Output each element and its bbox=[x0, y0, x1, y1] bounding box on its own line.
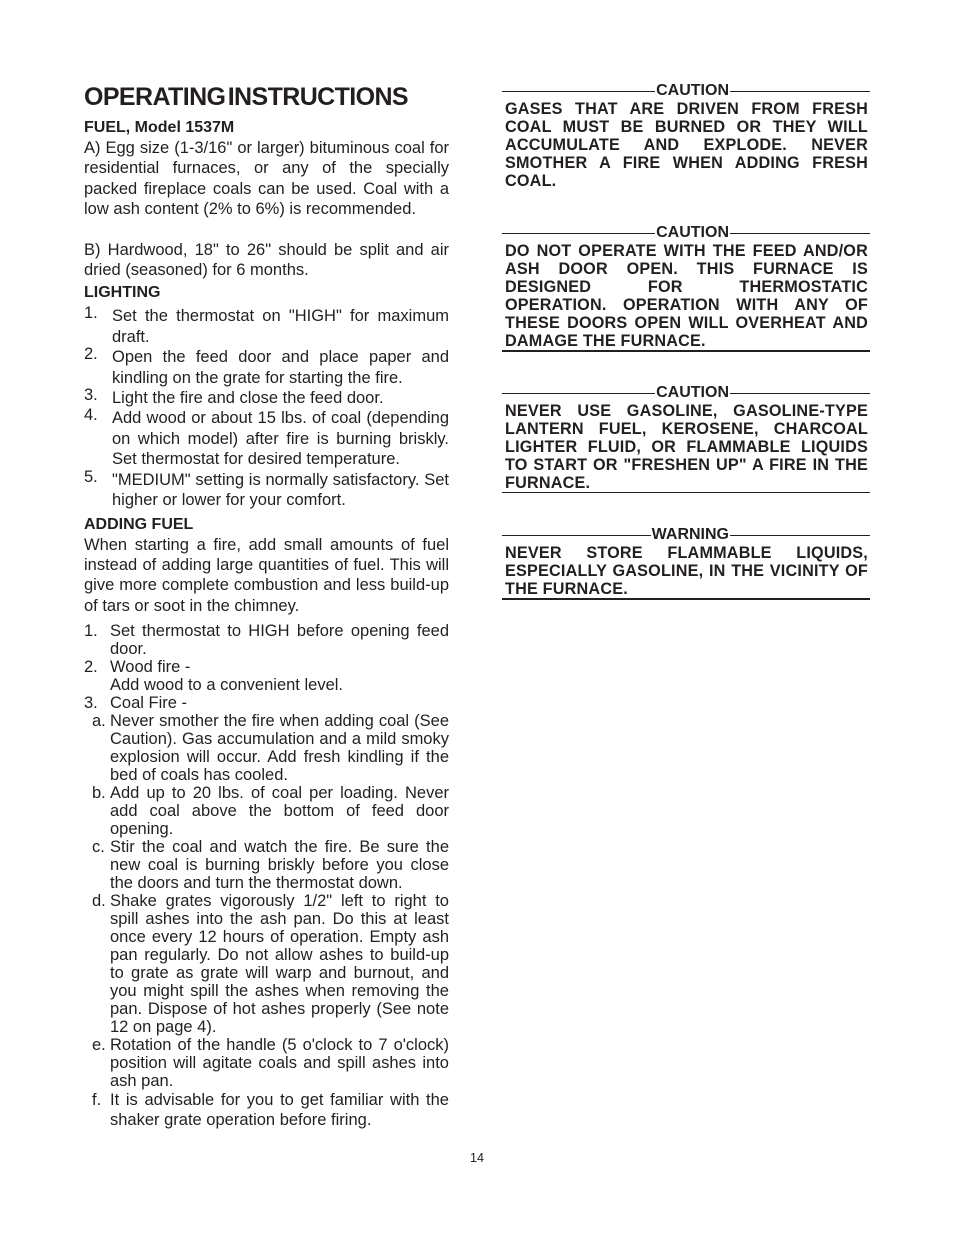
list-item bbox=[84, 467, 449, 511]
item-letter: c. bbox=[92, 838, 105, 857]
item-text: "MEDIUM" setting is normally satisfactory. Set higher or lower for your comfort. bbox=[112, 470, 449, 510]
item-number: 5. bbox=[84, 467, 98, 486]
fuel-heading: FUEL, Model 1537M bbox=[84, 119, 235, 136]
fuel-paragraph-a: A) Egg size (1-3/16" or larger) bituminous coal for residential furnaces, or any of the specially packed fireplace coals can be used. Coal with a low ash content (2% to 6%) is recommended. bbox=[84, 139, 449, 219]
list-item bbox=[84, 712, 449, 784]
item-number: 2. bbox=[84, 345, 98, 364]
item-text: It is advisable for you to get familiar with the shaker grate operation before firing. bbox=[110, 1091, 449, 1130]
left-column bbox=[84, 82, 449, 1130]
list-item bbox=[84, 408, 449, 469]
rule-line bbox=[502, 91, 655, 92]
rule-line bbox=[502, 233, 655, 234]
list-item bbox=[84, 1090, 449, 1130]
coal-fire-sublist bbox=[84, 712, 449, 1130]
caution-box-fresh-coal bbox=[502, 82, 870, 190]
item-letter: d. bbox=[92, 892, 106, 911]
page-title: OPERATING INSTRUCTIONS bbox=[84, 83, 409, 111]
item-text-continued: Add wood to a convenient level. bbox=[110, 676, 343, 695]
item-number: 1. bbox=[84, 622, 98, 641]
notice-text: DO NOT OPERATE WITH THE FEED AND/OR ASH DOOR OPEN. THIS FURNACE IS DESIGNED FOR THERMOSTATIC OPERATION. OPERATION WITH ANY OF THESE DOORS OPEN WILL OVERHEAT AND DAMAGE THE FURNACE. bbox=[505, 242, 868, 350]
item-letter: e. bbox=[92, 1036, 106, 1055]
rule-line bbox=[502, 492, 870, 493]
page-number: 14 bbox=[470, 1151, 484, 1165]
list-item bbox=[84, 388, 449, 408]
item-text: Never smother the fire when adding coal (See Caution). Gas accumulation and a mild smoky explosion will occur. Add fresh kindling if the bed of coals has cooled. bbox=[110, 712, 449, 785]
item-text: Open the feed door and place paper and kindling on the grate for starting the fire. bbox=[112, 348, 449, 387]
list-item bbox=[84, 694, 449, 712]
caution-box-flammables bbox=[502, 384, 870, 493]
item-text: Add wood or about 15 lbs. of coal (depending on which model) after fire is burning briskly. Set thermostat for desired temperature. bbox=[112, 409, 449, 469]
rule-line bbox=[730, 91, 870, 92]
item-number: 3. bbox=[84, 386, 98, 405]
adding-fuel-heading: ADDING FUEL bbox=[84, 515, 194, 533]
rule-line bbox=[730, 393, 870, 394]
caution-box-doors bbox=[502, 224, 870, 352]
right-column bbox=[502, 82, 870, 600]
notice-text: NEVER STORE FLAMMABLE LIQUIDS, ESPECIALLY GASOLINE, IN THE VICINITY OF THE FURNACE. bbox=[505, 544, 868, 598]
item-letter: f. bbox=[92, 1091, 102, 1110]
item-number: 3. bbox=[84, 694, 98, 713]
item-text: Shake grates vigorously 1/2" left to right to spill ashes into the ash pan. Do this at least once every 12 hours of operation. Empty ash pan regularly. Do not allow ashes to build-up to grate as grate will warp and burnout, and you might spill the ashes when removing the pan. Dispose of hot ashes properly (See note 12 on page 4). bbox=[110, 892, 449, 1037]
fuel-paragraph-b: B) Hardwood, 18" to 26" should be split and air dried (seasoned) for 6 months. bbox=[84, 240, 449, 280]
item-text: Wood fire - bbox=[110, 658, 191, 677]
list-item bbox=[84, 622, 449, 658]
item-number: 1. bbox=[84, 304, 98, 323]
list-item bbox=[84, 784, 449, 838]
item-text: Coal Fire - bbox=[110, 694, 188, 713]
rule-line bbox=[502, 598, 870, 600]
rule-line bbox=[502, 535, 651, 536]
list-item bbox=[84, 892, 449, 1036]
adding-fuel-intro: When starting a fire, add small amounts of fuel instead of adding large quantities of fuel. This will give more complete combustion and less build-up of tars or soot in the chimney. bbox=[84, 535, 449, 615]
item-text: Set thermostat to HIGH before opening feed door. bbox=[110, 622, 449, 659]
item-number: 4. bbox=[84, 406, 98, 425]
warning-box-storage bbox=[502, 526, 870, 600]
notice-text: NEVER USE GASOLINE, GASOLINE-TYPE LANTERN FUEL, KEROSENE, CHARCOAL LIGHTER FLUID, OR FLAMMABLE LIQUIDS TO START OR "FRESHEN UP" A FIRE IN THE FURNACE. bbox=[505, 402, 868, 492]
item-letter: a. bbox=[92, 712, 106, 731]
lighting-heading: LIGHTING bbox=[84, 284, 161, 302]
lighting-list bbox=[84, 306, 449, 510]
item-letter: b. bbox=[92, 784, 106, 803]
list-item bbox=[84, 658, 449, 694]
notice-text: GASES THAT ARE DRIVEN FROM FRESH COAL MUST BE BURNED OR THEY WILL ACCUMULATE AND EXPLODE. NEVER SMOTHER A FIRE WHEN ADDING FRESH COAL. bbox=[505, 100, 868, 190]
rule-line bbox=[730, 233, 870, 234]
item-number: 2. bbox=[84, 658, 98, 677]
item-text: Light the fire and close the feed door. bbox=[112, 389, 384, 408]
item-text: Add up to 20 lbs. of coal per loading. Never add coal above the bottom of feed door opening. bbox=[110, 784, 449, 839]
list-item bbox=[84, 1036, 449, 1090]
rule-line bbox=[502, 393, 655, 394]
notice-label: CAUTION bbox=[656, 224, 729, 241]
item-text: Rotation of the handle (5 o'clock to 7 o'clock) position will agitate coals and spill ashes into ash pan. bbox=[110, 1036, 449, 1091]
item-text: Set the thermostat on "HIGH" for maximum draft. bbox=[112, 307, 449, 346]
rule-line bbox=[730, 535, 870, 536]
rule-line bbox=[502, 350, 870, 352]
adding-fuel-list bbox=[84, 622, 449, 712]
notice-label: WARNING bbox=[651, 526, 729, 543]
item-text: Stir the coal and watch the fire. Be sure the new coal is burning briskly before you close the doors and turn the thermostat down. bbox=[110, 838, 449, 893]
list-item bbox=[84, 838, 449, 892]
notice-label: CAUTION bbox=[656, 82, 729, 99]
list-item bbox=[84, 347, 449, 388]
list-item bbox=[84, 306, 449, 347]
notice-label: CAUTION bbox=[656, 384, 729, 401]
